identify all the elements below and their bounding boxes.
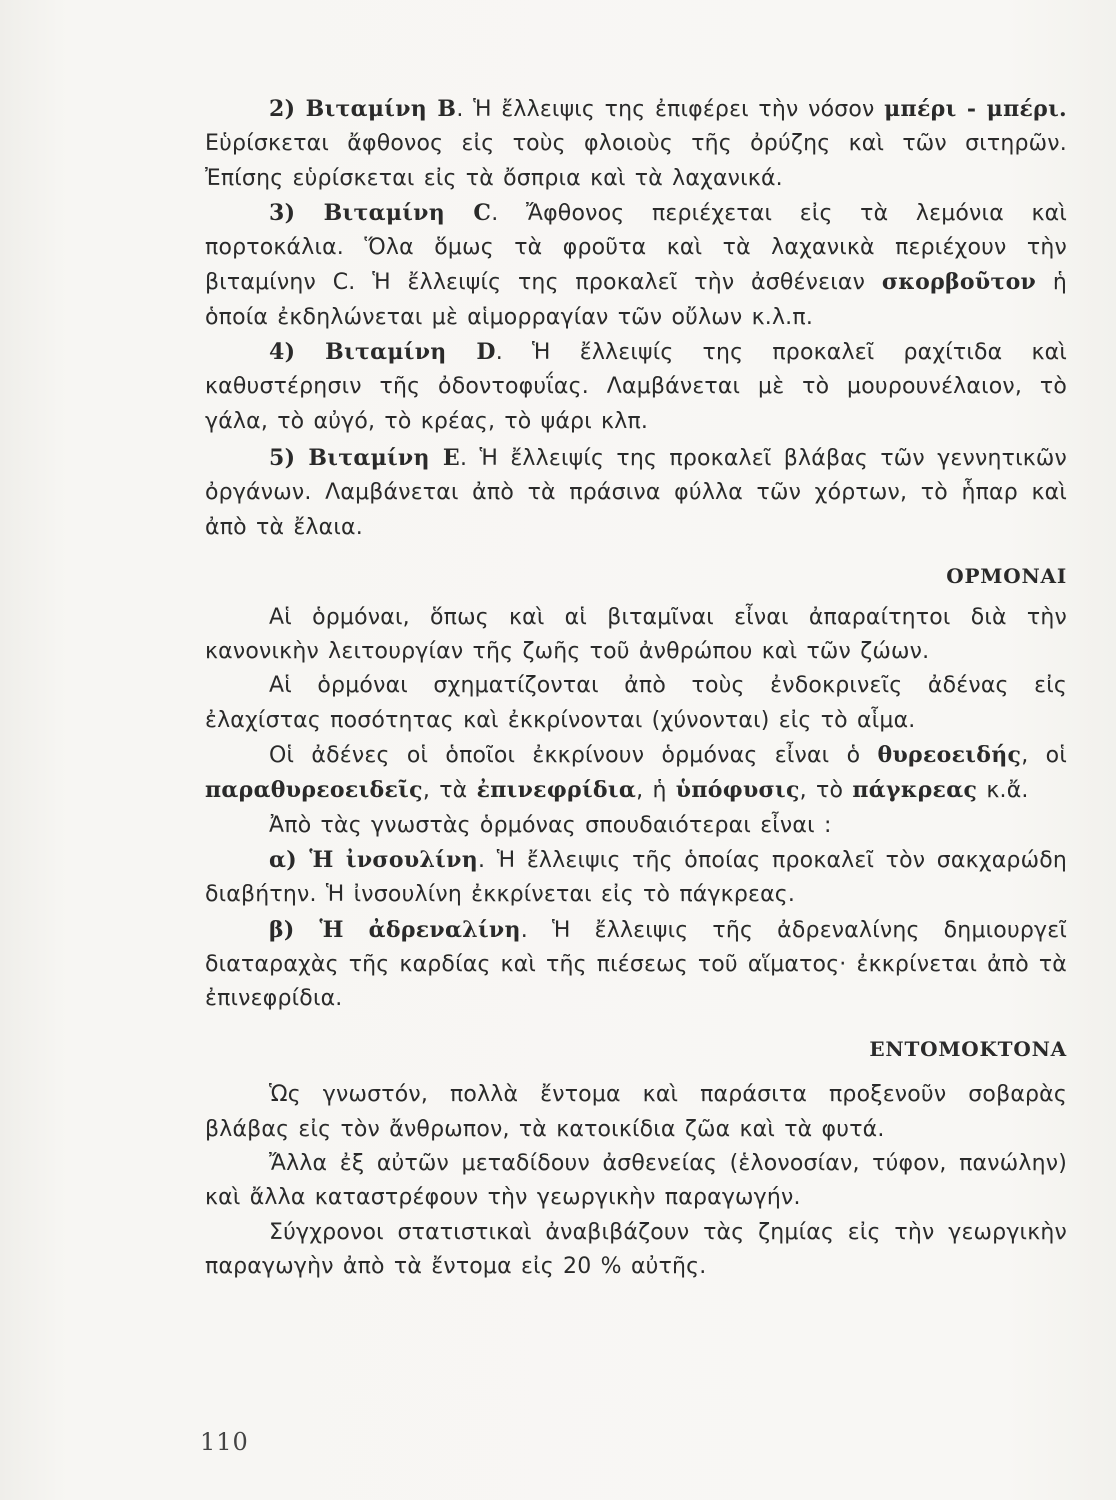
paragraph-vitamin-c <box>205 196 1067 335</box>
page-number: 110 <box>200 1428 249 1456</box>
glands-text-2: , οἱ <box>1021 743 1067 769</box>
vitamin-c-title: 3) Βιταμίνη C <box>269 199 492 226</box>
adrenaline-text: . Ἡ ἔλλειψις τῆς ἀδρεναλίνης δημιουργεῖ διαταραχὰς τῆς καρδίας καὶ τῆς πιέσεως τοῦ αἵματος· ἐκκρίνεται ἀπὸ τὰ ἐπινεφρίδια. <box>205 917 1067 1012</box>
gland-adrenals: ἐπινεφρίδια <box>476 777 637 804</box>
gland-pancreas: πάγκρεας <box>852 777 978 804</box>
vitamin-c-text-1: . Ἄφθονος περιέχεται εἰς τὰ λεμόνια καὶ πορτοκάλια. Ὅλα ὅμως τὰ φροῦτα καὶ τὰ λαχανικὰ περιέχουν τὴν βιταμίνην C. Ἡ ἔλλειψίς της προκαλεῖ τὴν ἀσθένειαν <box>205 200 1067 296</box>
glands-text-4: , ἡ <box>636 778 676 804</box>
gland-thyroid: θυρεοειδής <box>877 742 1022 769</box>
paragraph-insecticides-2: Ἄλλα ἐξ αὐτῶν μεταδίδουν ἀσθενείας (ἑλονοσίαν, τύφον, πανώλην) καὶ ἄλλα καταστρέφουν τὴν γεωργικὴν παραγωγήν. <box>205 1151 1067 1211</box>
adrenaline-title: β) Ἡ ἀδρεναλίνη <box>269 916 521 943</box>
vitamin-c-text-2: ἡ ὁποία ἐκδηλώνεται μὲ αἱμορραγίαν τῶν οὔλων κ.λ.π. <box>205 270 1067 330</box>
paragraph-hormones-intro: Ἀπὸ τὰς γνωστὰς ὁρμόνας σπουδαιότεραι εἶναι : <box>269 812 832 838</box>
gland-pituitary: ὑπόφυσις <box>675 777 800 804</box>
insulin-title: α) Ἡ ἰνσουλίνη <box>269 846 478 873</box>
glands-text-3: , τὰ <box>422 778 477 804</box>
insulin-text: . Ἡ ἔλλειψις τῆς ὁποίας προκαλεῖ τὸν σακχαρώδη διαβήτην. Ἡ ἰνσουλίνη ἐκκρίνεται εἰς τὸ πάγκρεας. <box>205 847 1067 908</box>
section-heading-insecticides: ΕΝΤΟΜΟΚΤΟΝΑ <box>869 1037 1067 1062</box>
glands-text-1: Οἱ ἀδένες οἱ ὁποῖοι ἐκκρίνουν ὁρμόνας εἶναι ὁ <box>269 743 878 769</box>
vitamin-c-disease: σκορβοῦτον <box>881 269 1037 296</box>
paragraph-insulin <box>205 843 1067 913</box>
paragraph-insecticides-1: Ὡς γνωστόν, πολλὰ ἔντομα καὶ παράσιτα προξενοῦν σοβαρὰς βλάβας εἰς τὸν ἄνθρωπον, τὰ κατοικίδια ζῶα καὶ τὰ φυτά. <box>205 1082 1067 1142</box>
vitamin-b-text-1: . Ἡ ἔλλειψις της ἐπιφέρει τὴν νόσον <box>456 97 885 122</box>
paragraph-hormones-2: Αἱ ὁρμόναι σχηματίζονται ἀπὸ τοὺς ἐνδοκρινεῖς ἀδένας εἰς ἐλαχίστας ποσότητας καὶ ἐκκρίνονται (χύνονται) εἰς τὸ αἷμα. <box>205 673 1067 733</box>
paragraph-hormones-glands <box>205 738 1067 809</box>
paragraph-insecticides-3: Σύγχρονοι στατιστικαὶ ἀναβιβάζουν τὰς ζημίας εἰς τὴν γεωργικὴν παραγωγὴν ἀπὸ τὰ ἔντομα εἰς 20 % αὐτῆς. <box>205 1219 1067 1279</box>
paragraph-vitamin-e <box>205 441 1067 545</box>
section-heading-hormones: ΟΡΜΟΝΑΙ <box>946 563 1067 588</box>
vitamin-b-text-2: Εὑρίσκεται ἄφθονος εἰς τοὺς φλοιοὺς τῆς ὀρύζης καὶ τῶν σιτηρῶν. Ἐπίσης εὑρίσκεται εἰς τὰ ὄσπρια καὶ τὰ λαχανικά. <box>205 131 1067 191</box>
vitamin-e-title: 5) Βιταμίνη E <box>269 444 460 471</box>
vitamin-b-disease: μπέρι - μπέρι. <box>884 96 1067 122</box>
page-content <box>205 92 1067 1284</box>
vitamin-d-text: . Ἡ ἔλλειψίς της προκαλεῖ ραχίτιδα καὶ καθυστέρησιν τῆς ὀδοντοφυΐας. Λαμβάνεται μὲ τὸ μουρουνέλαιον, τὸ γάλα, τὸ αὐγό, τὸ κρέας, τὸ ψάρι κλπ. <box>205 340 1067 434</box>
vitamin-b-title: 2) Βιταμίνη B <box>269 96 457 122</box>
paragraph-vitamin-d <box>205 335 1067 439</box>
paragraph-vitamin-b <box>205 92 1067 196</box>
paragraph-hormones-1: Αἱ ὁρμόναι, ὅπως καὶ αἱ βιταμῖναι εἶναι ἀπαραίτητοι διὰ τὴν κανονικὴν λειτουργίαν τῆς ζωῆς τοῦ ἀνθρώπου καὶ τῶν ζώων. <box>205 604 1067 665</box>
paragraph-adrenaline <box>205 913 1067 1017</box>
glands-text-6: κ.ἄ. <box>977 778 1029 804</box>
glands-text-5: , τὸ <box>799 778 853 804</box>
gland-parathyroid: παραθυρεοειδεῖς <box>205 777 423 804</box>
vitamin-d-title: 4) Βιταμίνη D <box>269 339 496 366</box>
vitamin-e-text: . Ἡ ἔλλειψίς της προκαλεῖ βλάβας τῶν γεννητικῶν ὀργάνων. Λαμβάνεται ἀπὸ τὰ πράσινα φύλλα τῶν χόρτων, τὸ ἧπαρ καὶ ἀπὸ τὰ ἔλαια. <box>205 445 1068 540</box>
